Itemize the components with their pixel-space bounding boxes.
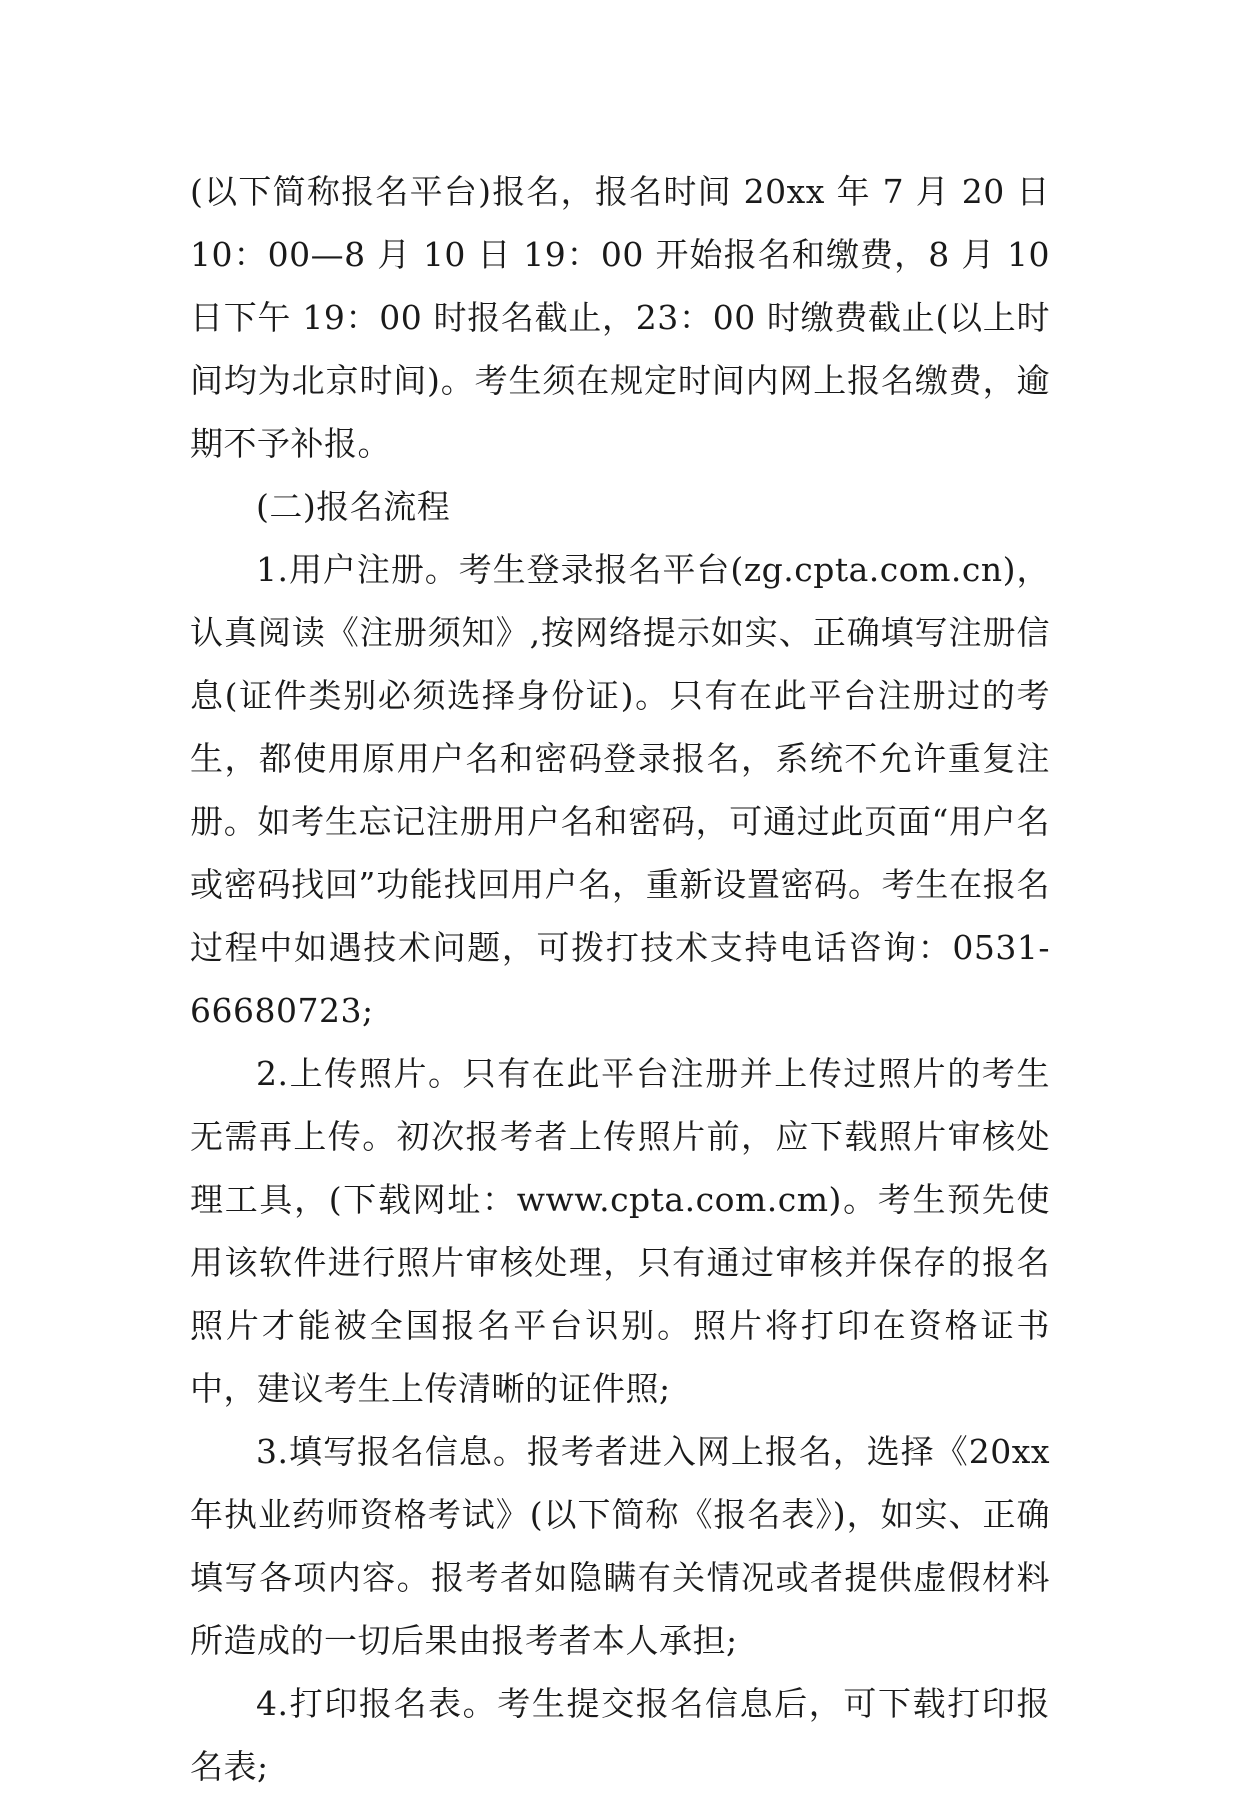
section-heading-registration-process (190, 475, 1050, 538)
paragraph-text: (以下简称报名平台)报名，报名时间 20xx 年 7 月 20 日 10：00—8 月 10 日 19：00 开始报名和缴费，8 月 10 日下午 19：00 时报名截止，23：00 时缴费截止(以上时间均为北京时间)。考生须在规定时间内网上报名缴费，逾期不予补报。 (190, 172, 1050, 463)
paragraph-text: 1.用户注册。考生登录报名平台(zg.cpta.com.cn)，认真阅读《注册须知》,按网络提示如实、正确填写注册信息(证件类别必须选择身份证)。只有在此平台注册过的考生，都使用原用户名和密码登录报名，系统不允许重复注册。如考生忘记注册用户名和密码，可通过此页面“用户名或密码找回”功能找回用户名，重新设置密码。考生在报名过程中如遇技术问题，可拨打技术支持电话咨询：0531-66680723; (190, 550, 1050, 1030)
paragraph-step-fill-info (190, 1420, 1050, 1672)
paragraph-step-user-registration (190, 538, 1050, 1042)
document-body (190, 160, 1050, 1798)
paragraph-text: 4.打印报名表。考生提交报名信息后，可下载打印报名表; (190, 1684, 1050, 1786)
paragraph-step-print-form (190, 1672, 1050, 1798)
paragraph-text: 3.填写报名信息。报考者进入网上报名，选择《20xx 年执业药师资格考试》(以下简称《报名表》)，如实、正确填写各项内容。报考者如隐瞒有关情况或者提供虚假材料所造成的一切后果由报考者本人承担; (190, 1432, 1050, 1660)
heading-text: (二)报名流程 (256, 487, 451, 526)
paragraph-step-upload-photo (190, 1042, 1050, 1420)
paragraph-text: 2.上传照片。只有在此平台注册并上传过照片的考生无需再上传。初次报考者上传照片前，应下载照片审核处理工具，(下载网址：www.cpta.com.cm)。考生预先使用该软件进行照片审核处理，只有通过审核并保存的报名照片才能被全国报名平台识别。照片将打印在资格证书中，建议考生上传清晰的证件照; (190, 1054, 1050, 1408)
paragraph-registration-timeline (190, 160, 1050, 475)
